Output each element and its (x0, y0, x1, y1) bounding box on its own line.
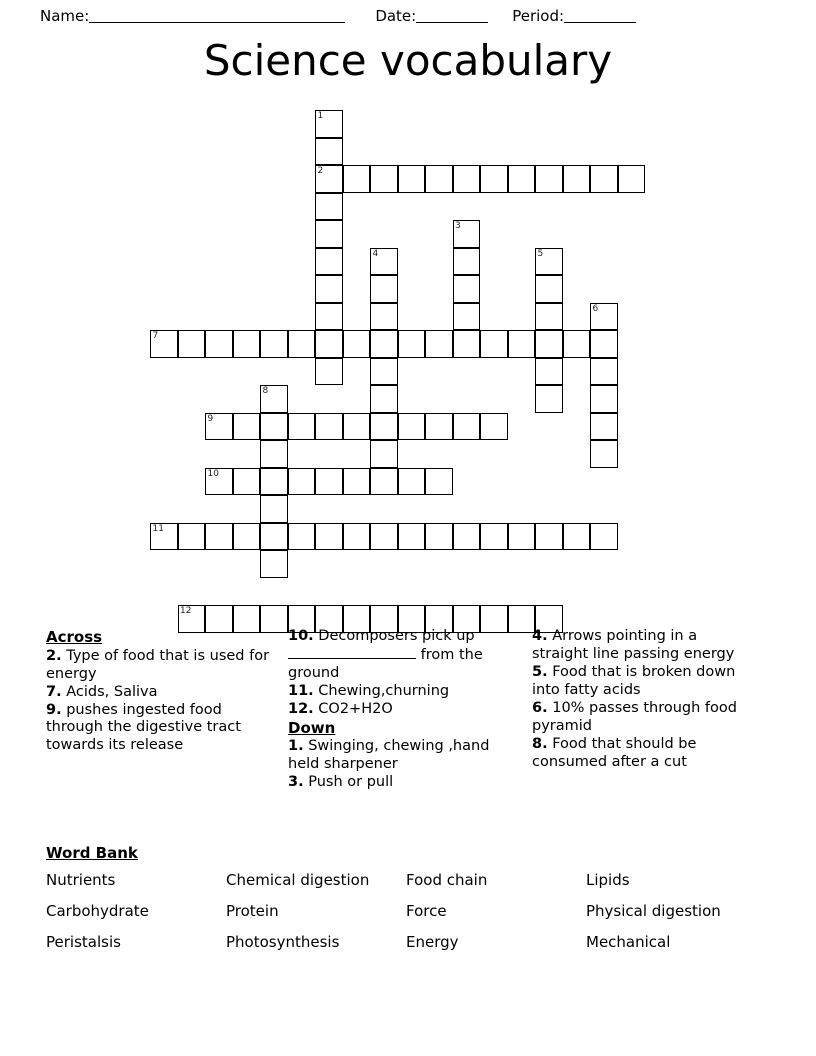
cell-number: 10 (207, 468, 219, 479)
word-bank-word: Lipids (586, 871, 630, 889)
clue-across-12: 12. CO2+H2O (288, 700, 393, 717)
clue-across-10: 10. Decomposers pick up from the ground (288, 628, 483, 681)
crossword-cell[interactable] (233, 468, 261, 496)
cell-number: 1 (317, 111, 324, 121)
crossword-cell[interactable] (480, 413, 508, 441)
word-bank-word: Chemical digestion (226, 871, 370, 889)
crossword-cell[interactable] (480, 523, 508, 551)
clue-number: 8. (532, 735, 548, 752)
crossword-cell[interactable] (453, 303, 481, 331)
cell-number: 8 (262, 386, 269, 396)
crossword-cell-start-10[interactable] (205, 468, 233, 496)
crossword-cell[interactable] (398, 523, 426, 551)
crossword-cell[interactable] (535, 358, 563, 386)
cell-number: 7 (152, 331, 159, 341)
crossword-cell[interactable] (315, 413, 343, 441)
word-bank-word: Mechanical (586, 933, 671, 951)
clue-down-5: 5. Food that is broken down into fatty acids (532, 663, 736, 698)
clue-down-8: 8. Food that should be consumed after a cut (532, 735, 697, 770)
cell-number: 9 (207, 413, 214, 424)
word-bank-word: Food chain (406, 871, 488, 889)
clues-column-1 (46, 628, 272, 755)
crossword-cell[interactable] (315, 523, 343, 551)
crossword-cell[interactable] (315, 275, 343, 303)
cell-number: 2 (317, 166, 324, 176)
word-bank-row (46, 871, 776, 889)
word-bank-row (46, 902, 776, 920)
across-heading: Across (46, 628, 103, 646)
clue-number: 11. (288, 682, 314, 699)
crossword-cell[interactable] (425, 468, 453, 496)
crossword-cell[interactable] (205, 330, 233, 358)
crossword-cell[interactable] (453, 275, 481, 303)
crossword-cell[interactable] (590, 523, 618, 551)
crossword-cell[interactable] (370, 385, 398, 413)
crossword-cell[interactable] (590, 330, 618, 358)
crossword-cell[interactable] (508, 165, 536, 193)
word-bank-heading: Word Bank (46, 844, 138, 862)
page-title: Science vocabulary (203, 36, 613, 85)
clue-number: 9. (46, 701, 62, 718)
crossword-cell[interactable] (233, 523, 261, 551)
crossword-cell-start-8[interactable] (260, 385, 288, 413)
crossword-cell[interactable] (590, 385, 618, 413)
crossword-cell-start-7[interactable] (150, 330, 178, 358)
crossword-cell[interactable] (288, 468, 316, 496)
crossword-cell[interactable] (618, 165, 646, 193)
crossword-cell[interactable] (425, 330, 453, 358)
crossword-cell[interactable] (370, 165, 398, 193)
word-bank-word: Energy (406, 933, 459, 951)
clue-number: 6. (532, 699, 548, 716)
crossword-cell-start-2[interactable] (315, 165, 343, 193)
crossword-cell[interactable] (260, 440, 288, 468)
clue-answer-blank[interactable] (288, 646, 416, 659)
clue-number: 12. (288, 700, 314, 717)
clue-across-2: 2. Type of food that is used for energy (46, 647, 270, 682)
crossword-cell[interactable] (425, 413, 453, 441)
cell-number: 11 (152, 523, 164, 534)
crossword-cell[interactable] (480, 165, 508, 193)
crossword-cell[interactable] (590, 165, 618, 193)
crossword-cell[interactable] (315, 193, 343, 221)
crossword-cell[interactable] (535, 165, 563, 193)
crossword-cell[interactable] (343, 468, 371, 496)
crossword-cell[interactable] (370, 358, 398, 386)
crossword-cell[interactable] (425, 165, 453, 193)
name-label: Name: (40, 7, 90, 25)
clues-column-3 (532, 628, 754, 772)
crossword-cell[interactable] (508, 330, 536, 358)
crossword-cell[interactable] (343, 165, 371, 193)
crossword-cell[interactable] (260, 495, 288, 523)
crossword-cell[interactable] (453, 248, 481, 276)
clues-section (46, 628, 776, 828)
word-bank-section (46, 844, 776, 964)
crossword-cell[interactable] (233, 330, 261, 358)
crossword-cell[interactable] (288, 330, 316, 358)
crossword-cell[interactable] (563, 330, 591, 358)
word-bank-word: Force (406, 902, 447, 920)
crossword-cell-start-4[interactable] (370, 248, 398, 276)
crossword-cell[interactable] (590, 413, 618, 441)
crossword-cell[interactable] (343, 330, 371, 358)
clue-across-11: 11. Chewing,churning (288, 682, 450, 699)
crossword-cell[interactable] (260, 468, 288, 496)
crossword-cell[interactable] (288, 413, 316, 441)
clue-across-9: 9. pushes ingested food through the digestive tract towards its release (46, 701, 241, 754)
crossword-cell[interactable] (233, 413, 261, 441)
clues-column-2 (288, 628, 520, 792)
crossword-cell[interactable] (260, 413, 288, 441)
crossword-cell-start-3[interactable] (453, 220, 481, 248)
cell-number: 5 (537, 248, 544, 259)
crossword-cell[interactable] (453, 165, 481, 193)
crossword-cell[interactable] (205, 523, 233, 551)
crossword-cell[interactable] (370, 440, 398, 468)
crossword-cell[interactable] (260, 330, 288, 358)
crossword-cell[interactable] (370, 413, 398, 441)
crossword-cell[interactable] (260, 550, 288, 578)
crossword-cell[interactable] (315, 330, 343, 358)
crossword-cell[interactable] (315, 220, 343, 248)
word-bank-word: Protein (226, 902, 279, 920)
cell-number: 6 (592, 303, 599, 314)
period-label: Period: (512, 7, 565, 25)
cell-number: 3 (455, 221, 461, 231)
cell-number: 4 (372, 248, 379, 259)
crossword-cell[interactable] (590, 440, 618, 468)
date-label: Date: (375, 7, 417, 25)
crossword-cell-start-9[interactable] (205, 413, 233, 441)
clue-number: 4. (532, 628, 548, 644)
crossword-cell[interactable] (535, 330, 563, 358)
clue-number: 3. (288, 774, 304, 791)
crossword-cell[interactable] (343, 413, 371, 441)
crossword-cell-start-1[interactable] (315, 110, 343, 138)
crossword-cell[interactable] (178, 330, 206, 358)
crossword-cell[interactable] (370, 468, 398, 496)
crossword-cell[interactable] (453, 523, 481, 551)
crossword-cell[interactable] (480, 330, 508, 358)
clue-down-3: 3. Push or pull (288, 774, 394, 791)
crossword-cell[interactable] (535, 385, 563, 413)
down-heading: Down (288, 718, 336, 737)
crossword-cell[interactable] (398, 330, 426, 358)
crossword-cell-start-5[interactable] (535, 248, 563, 276)
word-bank-word: Carbohydrate (46, 902, 149, 920)
crossword-cell[interactable] (398, 413, 426, 441)
crossword-cell[interactable] (370, 330, 398, 358)
clue-number: 7. (46, 683, 62, 700)
crossword-cell[interactable] (590, 358, 618, 386)
crossword-cell[interactable] (260, 523, 288, 551)
word-bank-word: Peristalsis (46, 933, 121, 951)
crossword-cell[interactable] (315, 468, 343, 496)
crossword-cell[interactable] (398, 468, 426, 496)
crossword-cell[interactable] (288, 523, 316, 551)
word-bank-word: Physical digestion (586, 902, 721, 920)
crossword-cell[interactable] (315, 358, 343, 386)
crossword-cell[interactable] (370, 303, 398, 331)
crossword-cell[interactable] (315, 138, 343, 166)
word-bank-word: Photosynthesis (226, 933, 340, 951)
crossword-cell[interactable] (535, 303, 563, 331)
crossword-cell[interactable] (425, 523, 453, 551)
crossword-cell[interactable] (563, 523, 591, 551)
cell-number: 12 (180, 606, 192, 616)
crossword-cell[interactable] (453, 413, 481, 441)
clue-number: 10. (288, 628, 314, 644)
crossword-cell[interactable] (315, 248, 343, 276)
crossword-cell[interactable] (535, 523, 563, 551)
clue-down-4: 4. Arrows pointing in a straight line passing energy (532, 628, 735, 662)
crossword-cell[interactable] (508, 523, 536, 551)
word-bank-grid (46, 871, 776, 951)
crossword-cell[interactable] (343, 523, 371, 551)
crossword-cell[interactable] (370, 523, 398, 551)
crossword-cell[interactable] (178, 523, 206, 551)
clue-down-1: 1. Swinging, chewing ,hand held sharpener (288, 738, 490, 773)
crossword-cell-start-6[interactable] (590, 303, 618, 331)
word-bank-word: Nutrients (46, 871, 116, 889)
clue-number: 1. (288, 738, 304, 755)
crossword-cell[interactable] (535, 275, 563, 303)
word-bank-row (46, 933, 776, 951)
crossword-cell[interactable] (398, 165, 426, 193)
crossword-cell-start-11[interactable] (150, 523, 178, 551)
clue-number: 2. (46, 647, 62, 664)
crossword-cell[interactable] (453, 330, 481, 358)
clue-across-7: 7. Acids, Saliva (46, 683, 158, 700)
clue-down-6: 6. 10% passes through food pyramid (532, 699, 737, 734)
crossword-cell[interactable] (563, 165, 591, 193)
clue-number: 5. (532, 663, 548, 680)
crossword-cell[interactable] (315, 303, 343, 331)
crossword-cell[interactable] (370, 275, 398, 303)
